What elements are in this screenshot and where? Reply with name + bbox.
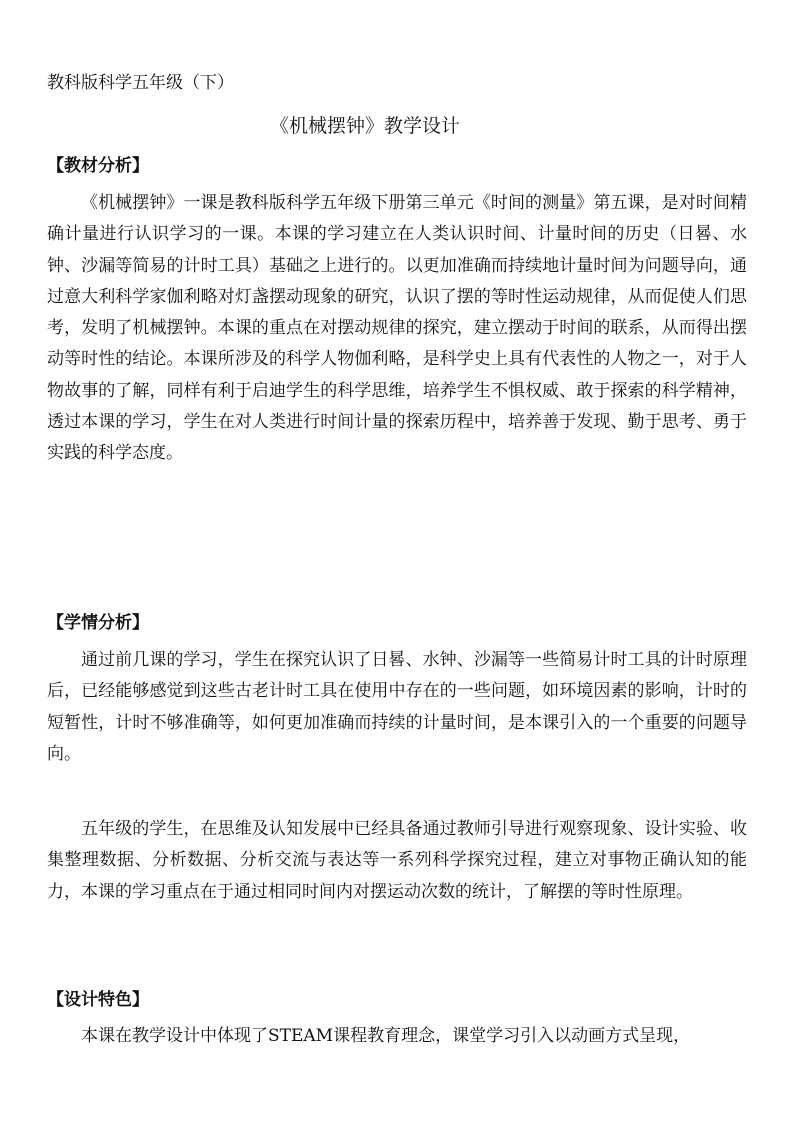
- students-analysis-paragraph-2: 五年级的学生，在思维及认知发展中已经具备通过教师引导进行观察现象、设计实验、收集整理数据、分析数据、分析交流与表达等一系列科学探究过程，建立对事物正确认知的能力，本课的学习重点在于通过相同时间内对摆运动次数的统计，了解摆的等时性原理。: [47, 819, 747, 902]
- design-features-paragraph: 本课在教学设计中体现了STEAM课程教育理念，课堂学习引入以动画方式呈现，: [81, 1026, 691, 1046]
- grade-header: 教科版科学五年级（下）: [47, 73, 234, 93]
- document-title: 《机械摆钟》教学设计: [270, 115, 461, 137]
- section-heading-features: 【设计特色】: [47, 990, 149, 1010]
- section-heading-materials: 【教材分析】: [47, 156, 149, 176]
- section-heading-students: 【学情分析】: [47, 613, 149, 633]
- materials-analysis-paragraph: 《机械摆钟》一课是教科版科学五年级下册第三单元《时间的测量》第五课，是对时间精确计量进行认识学习的一课。本课的学习建立在人类认识时间、计量时间的历史（日晷、水钟、沙漏等简易的计时工具）基础之上进行的。以更加准确而持续地计量时间为问题导向，通过意大利科学家伽利略对灯盏摆动现象的研究，认识了摆的等时性运动规律，从而促使人们思考，发明了机械摆钟。本课的重点在对摆动规律的探究，建立摆动于时间的联系，从而得出摆动等时性的结论。本课所涉及的科学人物伽利略，是科学史上具有代表性的人物之一，对于人物故事的了解，同样有利于启迪学生的科学思维，培养学生不惧权威、敢于探索的科学精神，透过本课的学习，学生在对人类进行时间计量的探索历程中，培养善于发现、勤于思考、勇于实践的科学态度。: [47, 193, 747, 464]
- students-analysis-paragraph-1: 通过前几课的学习，学生在探究认识了日晷、水钟、沙漏等一些简易计时工具的计时原理后，已经能够感觉到这些古老计时工具在使用中存在的一些问题，如环境因素的影响，计时的短暂性，计时不够准确等，如何更加准确而持续的计量时间，是本课引入的一个重要的问题导向。: [47, 650, 747, 764]
